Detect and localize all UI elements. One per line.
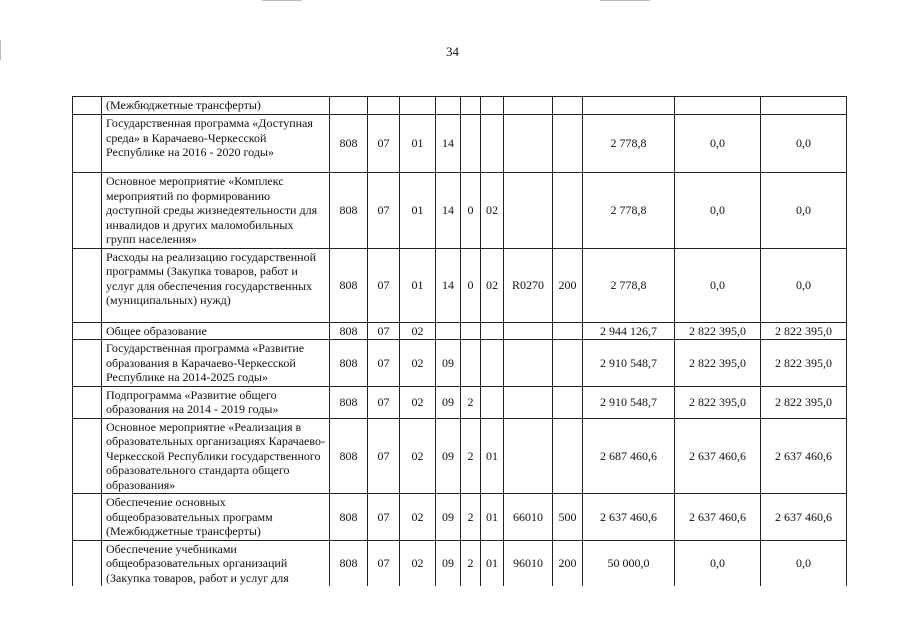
cell-sum-2020: 2 637 460,6 — [675, 418, 761, 494]
cell-expense-type: 200 — [553, 248, 583, 322]
cell-section: 07 — [368, 540, 400, 586]
table-row — [73, 248, 847, 322]
cell-subprogram: 0 — [461, 173, 481, 249]
cell-program: 09 — [436, 386, 461, 418]
row-number-cell — [73, 115, 102, 173]
cell-subprogram: 2 — [461, 386, 481, 418]
cell-activity: 01 — [481, 540, 504, 586]
cell-sum-2019: 2 778,8 — [583, 115, 675, 173]
row-number-cell — [73, 540, 102, 586]
cell-subprogram: 0 — [461, 248, 481, 322]
cell-subsection: 02 — [400, 386, 436, 418]
cell-activity — [481, 97, 504, 115]
cell-subprogram: 2 — [461, 494, 481, 541]
cell-direction — [504, 97, 553, 115]
cell-sum-2020: 0,0 — [675, 173, 761, 249]
cell-program — [436, 97, 461, 115]
cell-sum-2021: 2 822 395,0 — [761, 340, 847, 387]
cell-section — [368, 97, 400, 115]
cell-sum-2020: 0,0 — [675, 540, 761, 586]
cell-subsection: 02 — [400, 322, 436, 340]
cell-program: 14 — [436, 248, 461, 322]
cell-sum-2020: 0,0 — [675, 115, 761, 173]
cell-sum-2021: 0,0 — [761, 115, 847, 173]
budget-table — [72, 96, 847, 586]
cell-subprogram: 2 — [461, 418, 481, 494]
cell-sum-2021: 2 637 460,6 — [761, 418, 847, 494]
cell-section: 07 — [368, 494, 400, 541]
cell-name: (Межбюджетные трансферты) — [102, 97, 330, 115]
row-number-cell — [73, 97, 102, 115]
cell-section: 07 — [368, 248, 400, 322]
cell-activity: 02 — [481, 173, 504, 249]
cell-sum-2019 — [583, 97, 675, 115]
cell-sum-2020: 2 822 395,0 — [675, 386, 761, 418]
cell-sum-2020: 0,0 — [675, 248, 761, 322]
cell-direction — [504, 322, 553, 340]
cell-activity — [481, 322, 504, 340]
cell-section: 07 — [368, 173, 400, 249]
cell-expense-type: 200 — [553, 540, 583, 586]
cell-sum-2019: 2 687 460,6 — [583, 418, 675, 494]
cell-name: Обеспечение основных общеобразовательных программ (Межбюджетные трансферты) — [102, 494, 330, 541]
cell-name: Подпрограмма «Развитие общего образования на 2014 - 2019 годы» — [102, 386, 330, 418]
cell-expense-type — [553, 386, 583, 418]
cell-direction — [504, 340, 553, 387]
cell-activity — [481, 115, 504, 173]
cell-subprogram — [461, 322, 481, 340]
cell-program: 09 — [436, 540, 461, 586]
table-row — [73, 322, 847, 340]
cell-sum-2020: 2 637 460,6 — [675, 494, 761, 541]
table-row — [73, 540, 847, 586]
cell-expense-type — [553, 97, 583, 115]
cell-program — [436, 322, 461, 340]
cell-subsection: 01 — [400, 173, 436, 249]
cell-sum-2019: 50 000,0 — [583, 540, 675, 586]
cell-sum-2019: 2 910 548,7 — [583, 386, 675, 418]
cell-direction — [504, 115, 553, 173]
cell-direction — [504, 418, 553, 494]
cell-expense-type — [553, 322, 583, 340]
cell-sum-2020: 2 822 395,0 — [675, 322, 761, 340]
cell-ministry: 808 — [330, 173, 368, 249]
cell-section: 07 — [368, 386, 400, 418]
cell-subsection: 02 — [400, 540, 436, 586]
cell-section: 07 — [368, 418, 400, 494]
cell-ministry: 808 — [330, 248, 368, 322]
cell-expense-type — [553, 173, 583, 249]
row-number-cell — [73, 494, 102, 541]
cell-name: Расходы на реализацию государственной программы (Закупка товаров, работ и услуг для обеспечения государственных (муниципальных) нужд) — [102, 248, 330, 322]
row-number-cell — [73, 340, 102, 387]
cell-program: 09 — [436, 340, 461, 387]
cell-direction: 96010 — [504, 540, 553, 586]
cell-sum-2020 — [675, 97, 761, 115]
cell-activity — [481, 386, 504, 418]
cell-sum-2019: 2 778,8 — [583, 173, 675, 249]
page-number: 34 — [446, 44, 459, 59]
cell-sum-2019: 2 778,8 — [583, 248, 675, 322]
cell-subprogram — [461, 340, 481, 387]
cell-program: 09 — [436, 494, 461, 541]
row-number-cell — [73, 173, 102, 249]
cell-program: 09 — [436, 418, 461, 494]
scan-mark — [262, 0, 302, 1]
cell-activity: 02 — [481, 248, 504, 322]
cell-subsection: 01 — [400, 248, 436, 322]
cell-direction: R0270 — [504, 248, 553, 322]
cell-ministry: 808 — [330, 340, 368, 387]
cell-name: Общее образование — [102, 322, 330, 340]
cell-subsection: 01 — [400, 115, 436, 173]
table-row — [73, 418, 847, 494]
scan-mark — [600, 0, 650, 1]
row-number-cell — [73, 418, 102, 494]
cell-program: 14 — [436, 173, 461, 249]
table-row — [73, 386, 847, 418]
cell-subsection — [400, 97, 436, 115]
table-row — [73, 173, 847, 249]
cell-ministry: 808 — [330, 418, 368, 494]
cell-sum-2021: 2 822 395,0 — [761, 322, 847, 340]
cell-sum-2019: 2 637 460,6 — [583, 494, 675, 541]
cell-name: Основное мероприятие «Комплекс мероприятий по формированию доступной среды жизнедеятельности для инвалидов и других маломобильных групп населения» — [102, 173, 330, 249]
cell-expense-type: 500 — [553, 494, 583, 541]
cell-expense-type — [553, 340, 583, 387]
table-row — [73, 494, 847, 541]
cell-sum-2021: 0,0 — [761, 540, 847, 586]
table-row — [73, 115, 847, 173]
cell-sum-2021: 2 822 395,0 — [761, 386, 847, 418]
cell-sum-2021: 2 637 460,6 — [761, 494, 847, 541]
cell-subsection: 02 — [400, 340, 436, 387]
table-row — [73, 97, 847, 115]
cell-subsection: 02 — [400, 494, 436, 541]
cell-ministry: 808 — [330, 115, 368, 173]
cell-ministry — [330, 97, 368, 115]
cell-direction — [504, 386, 553, 418]
cell-direction: 66010 — [504, 494, 553, 541]
row-number-cell — [73, 322, 102, 340]
cell-section: 07 — [368, 322, 400, 340]
cell-name: Основное мероприятие «Реализация в образовательных организациях Карачаево-Черкесской Республики государственного образовательного стандарта общего образования» — [102, 418, 330, 494]
cell-subprogram — [461, 97, 481, 115]
cell-direction — [504, 173, 553, 249]
cell-ministry: 808 — [330, 322, 368, 340]
cell-sum-2021 — [761, 97, 847, 115]
cell-sum-2021: 0,0 — [761, 173, 847, 249]
cell-subprogram: 2 — [461, 540, 481, 586]
cell-program: 14 — [436, 115, 461, 173]
cell-ministry: 808 — [330, 386, 368, 418]
cell-subsection: 02 — [400, 418, 436, 494]
cell-activity: 01 — [481, 418, 504, 494]
cell-ministry: 808 — [330, 494, 368, 541]
row-number-cell — [73, 248, 102, 322]
cell-activity: 01 — [481, 494, 504, 541]
cell-subprogram — [461, 115, 481, 173]
cell-name: Обеспечение учебниками общеобразовательных организаций (Закупка товаров, работ и услуг для — [102, 540, 330, 586]
cell-section: 07 — [368, 340, 400, 387]
cell-expense-type — [553, 115, 583, 173]
cell-section: 07 — [368, 115, 400, 173]
row-number-cell — [73, 386, 102, 418]
cell-sum-2021: 0,0 — [761, 248, 847, 322]
cell-ministry: 808 — [330, 540, 368, 586]
cell-name: Государственная программа «Доступная среда» в Карачаево-Черкесской Республике на 2016 - 2020 годы» — [102, 115, 330, 173]
cell-sum-2019: 2 944 126,7 — [583, 322, 675, 340]
cell-expense-type — [553, 418, 583, 494]
cell-activity — [481, 340, 504, 387]
table-row — [73, 340, 847, 387]
cell-name: Государственная программа «Развитие образования в Карачаево-Черкесской Республике на 2014-2025 годы» — [102, 340, 330, 387]
cell-sum-2019: 2 910 548,7 — [583, 340, 675, 387]
cell-sum-2020: 2 822 395,0 — [675, 340, 761, 387]
